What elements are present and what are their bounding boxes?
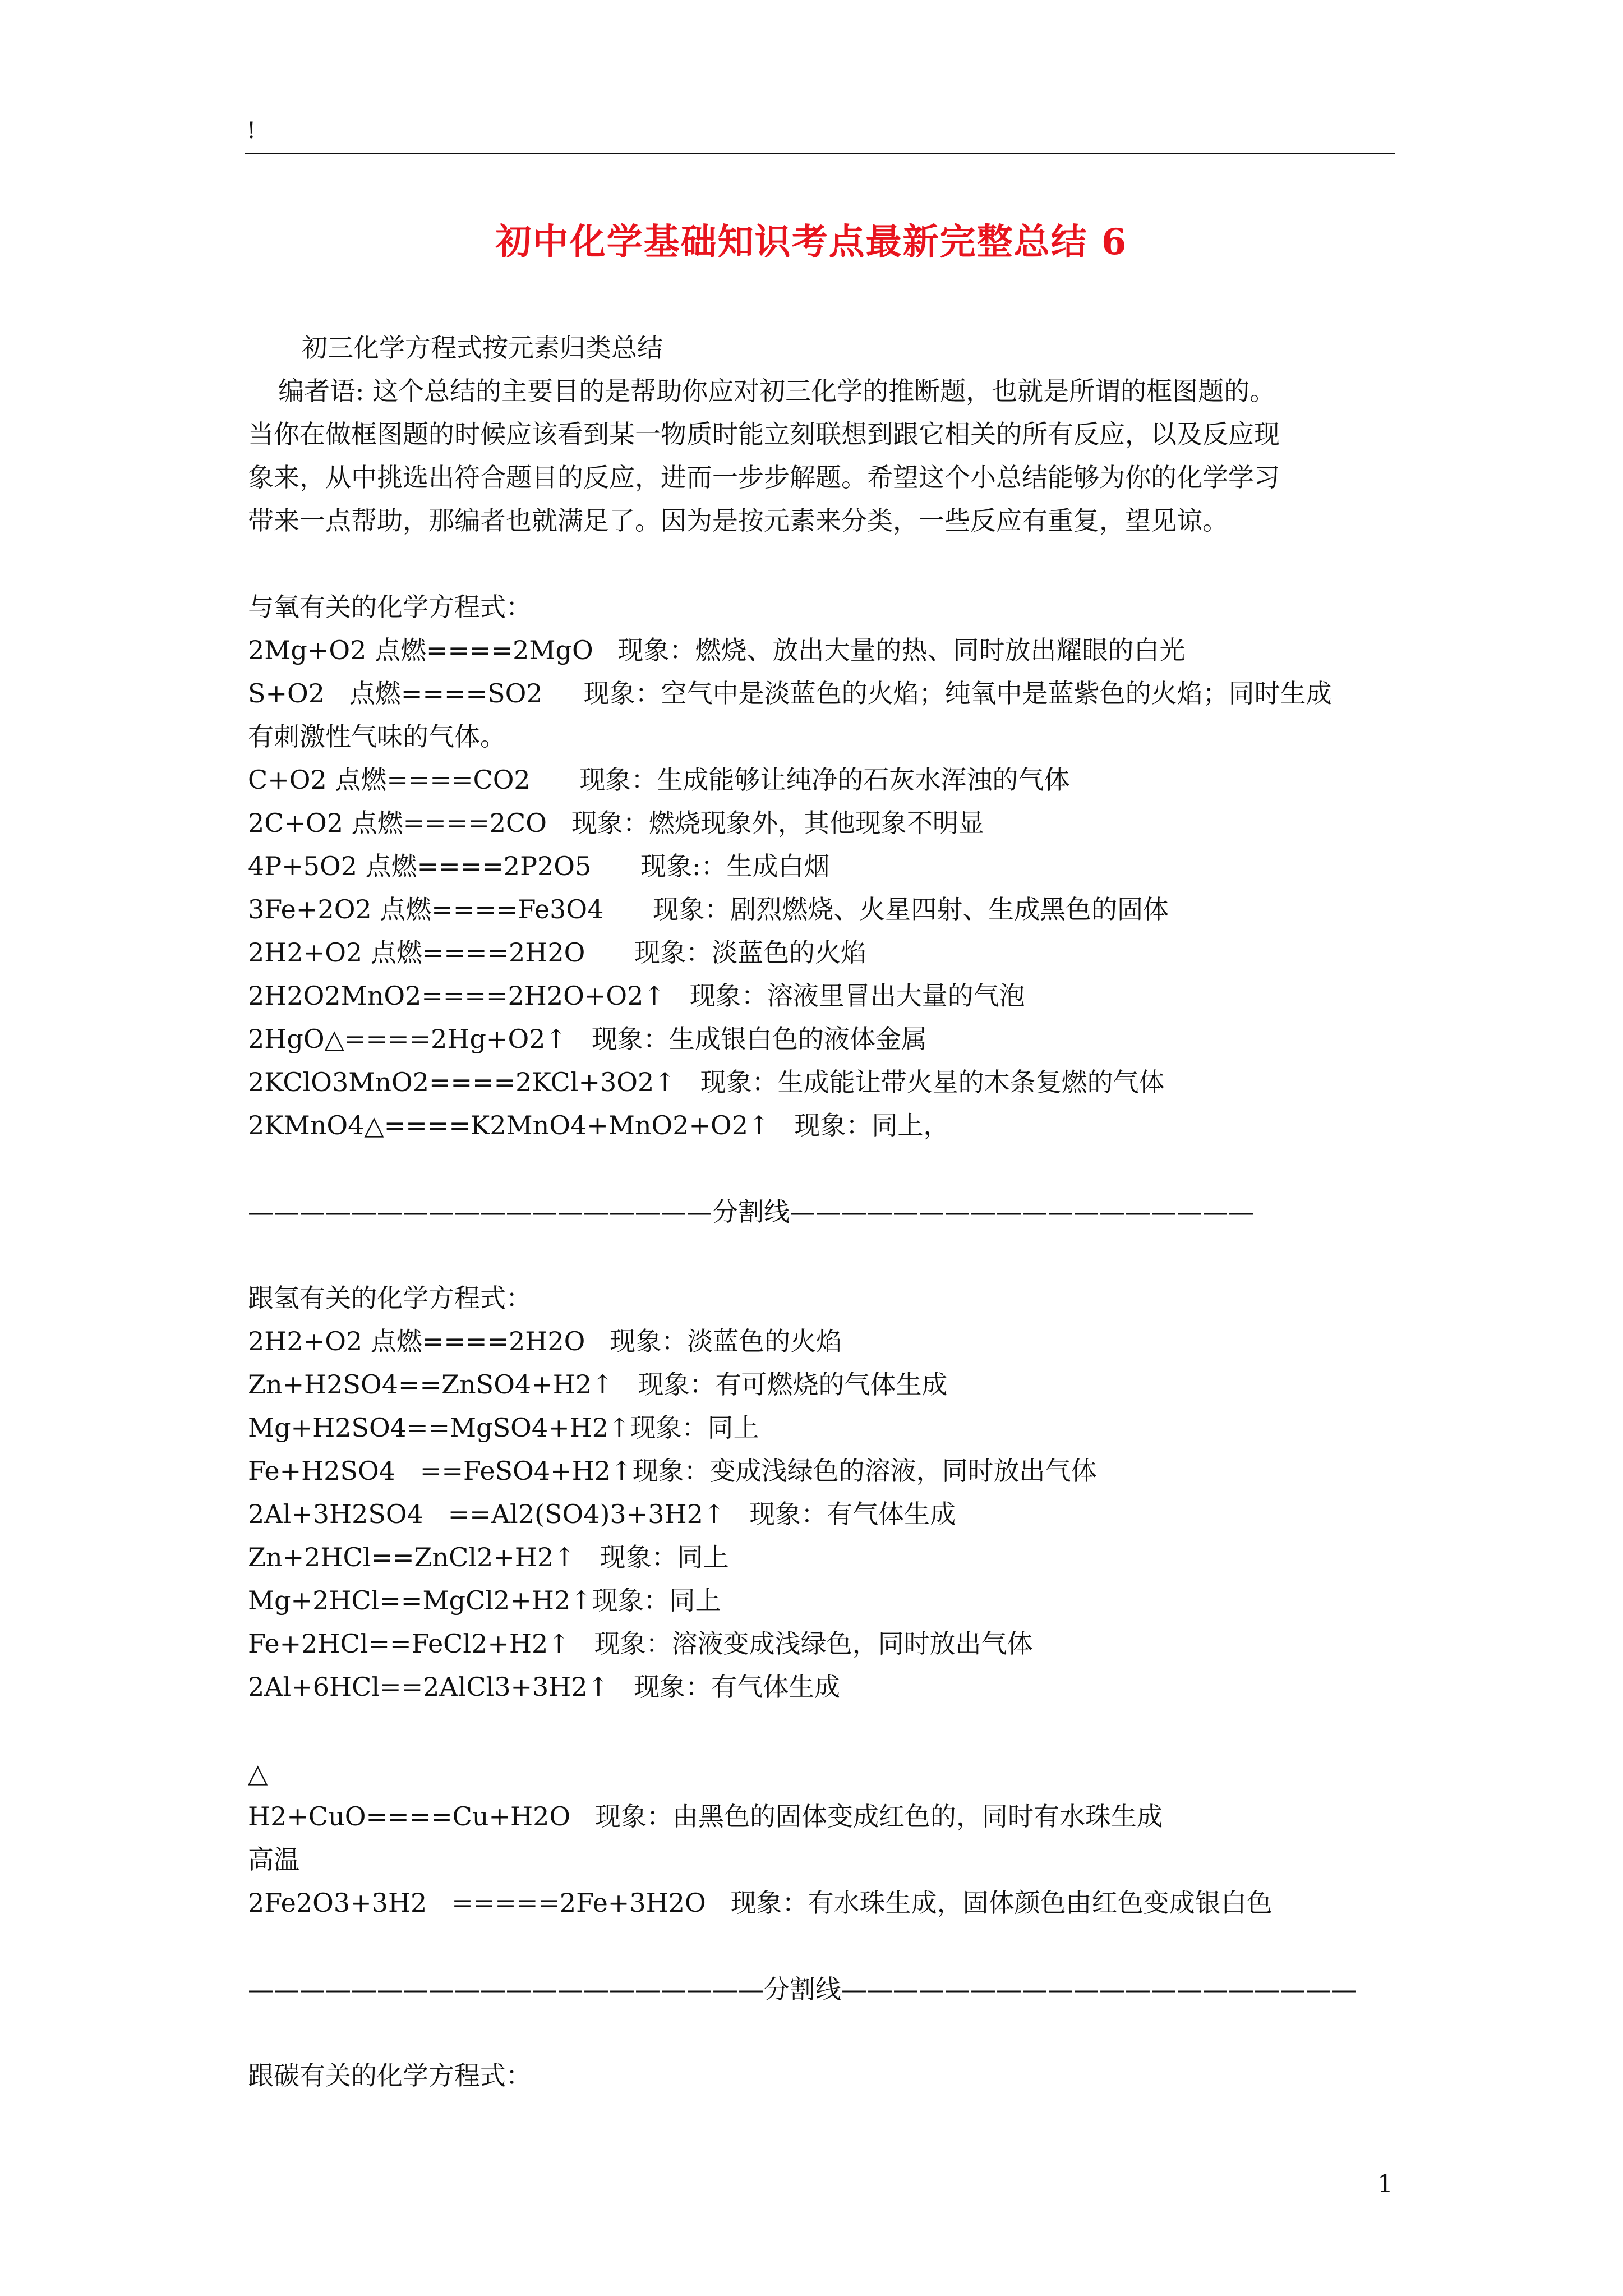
equation-line: Zn+2HCl==ZnCl2+H2↑ 现象：同上 bbox=[248, 1542, 729, 1572]
equation-line: C+O2 点燃====CO2 现象：生成能够让纯净的石灰水浑浊的气体 bbox=[248, 765, 1070, 795]
spacer bbox=[248, 1147, 1399, 1190]
intro-paragraph-line: 象来，从中挑选出符合题目的反应，进而一步步解题。希望这个小总结能够为你的化学学习 bbox=[248, 462, 1280, 493]
reaction-condition: △ bbox=[248, 1758, 268, 1788]
equation-line: 2Al+6HCl==2AlCl3+3H2↑ 现象：有气体生成 bbox=[248, 1672, 841, 1702]
document-body bbox=[248, 326, 1399, 2097]
equation-line: Zn+H2SO4==ZnSO4+H2↑ 现象：有可燃烧的气体生成 bbox=[248, 1369, 948, 1400]
equation-line: 2H2+O2 点燃====2H2O 现象：淡蓝色的火焰 bbox=[248, 1326, 842, 1356]
intro-heading: 初三化学方程式按元素归类总结 bbox=[302, 333, 663, 363]
intro-paragraph-line: 当你在做框图题的时候应该看到某一物质时能立刻联想到跟它相关的所有反应，以及反应现 bbox=[248, 419, 1280, 449]
section-heading-hydrogen: 跟氢有关的化学方程式： bbox=[248, 1283, 532, 1313]
equation-line: 3Fe+2O2 点燃====Fe3O4 现象：剧烈燃烧、火星四射、生成黑色的固体 bbox=[248, 894, 1169, 924]
intro-paragraph-line: 编者语: 这个总结的主要目的是帮助你应对初三化学的推断题，也就是所谓的框图题的。 bbox=[278, 376, 1276, 406]
equation-line: H2+CuO====Cu+H2O 现象：由黑色的固体变成红色的，同时有水珠生成 bbox=[248, 1801, 1163, 1832]
spacer bbox=[248, 542, 1399, 586]
equation-line: 4P+5O2 点燃====2P2O5 现象:：生成白烟 bbox=[248, 851, 830, 881]
spacer bbox=[248, 1925, 1399, 1968]
section-heading-carbon: 跟碳有关的化学方程式： bbox=[248, 2060, 532, 2091]
equation-line: Mg+2HCl==MgCl2+H2↑现象：同上 bbox=[248, 1585, 721, 1616]
equation-line: 2H2+O2 点燃====2H2O 现象：淡蓝色的火焰 bbox=[248, 937, 867, 968]
equation-line: 2KClO3MnO2====2KCl+3O2↑ 现象：生成能让带火星的木条复燃的气体 bbox=[248, 1067, 1165, 1097]
divider-line: ————————————————————分割线———————————————————— bbox=[248, 1974, 1357, 2004]
spacer bbox=[248, 1709, 1399, 1752]
equation-line: 有刺激性气味的气体。 bbox=[248, 721, 506, 752]
equation-line: 2Mg+O2 点燃====2MgO 现象：燃烧、放出大量的热、同时放出耀眼的白光 bbox=[248, 635, 1186, 665]
header-mark: ! bbox=[247, 118, 256, 144]
equation-line: 2H2O2MnO2====2H2O+O2↑ 现象：溶液里冒出大量的气泡 bbox=[248, 981, 1025, 1011]
equation-line: 2Al+3H2SO4 ==Al2(SO4)3+3H2↑ 现象：有气体生成 bbox=[248, 1499, 956, 1529]
equation-line: 2HgO△====2Hg+O2↑ 现象：生成银白色的液体金属 bbox=[248, 1024, 927, 1054]
equation-line: 2KMnO4△====K2MnO4+MnO2+O2↑ 现象：同上， bbox=[248, 1110, 949, 1140]
equation-line: 2C+O2 点燃====2CO 现象：燃烧现象外，其他现象不明显 bbox=[248, 808, 984, 838]
header-rule bbox=[245, 153, 1395, 154]
equation-line: S+O2 点燃====SO2 现象：空气中是淡蓝色的火焰；纯氧中是蓝紫色的火焰；同时生成 bbox=[248, 678, 1332, 708]
intro-paragraph-line: 带来一点帮助，那编者也就满足了。因为是按元素来分类，一些反应有重复，望见谅。 bbox=[248, 505, 1228, 536]
divider-line: ——————————————————分割线—————————————————— bbox=[248, 1197, 1254, 1227]
section-heading-oxygen: 与氧有关的化学方程式： bbox=[248, 592, 532, 622]
equation-line: 2Fe2O3+3H2 =====2Fe+3H2O 现象：有水珠生成，固体颜色由红色变成银白色 bbox=[248, 1888, 1272, 1918]
equation-line: Fe+2HCl==FeCl2+H2↑ 现象：溶液变成浅绿色，同时放出气体 bbox=[248, 1628, 1033, 1659]
equation-line: Mg+H2SO4==MgSO4+H2↑现象：同上 bbox=[248, 1412, 759, 1443]
page-number: 1 bbox=[1377, 2170, 1393, 2198]
equation-line: Fe+H2SO4 ==FeSO4+H2↑现象：变成浅绿色的溶液，同时放出气体 bbox=[248, 1456, 1097, 1486]
reaction-condition: 高温 bbox=[248, 1844, 299, 1875]
spacer bbox=[248, 1234, 1399, 1277]
document-title: 初中化学基础知识考点最新完整总结 6 bbox=[495, 221, 1128, 263]
spacer bbox=[248, 2011, 1399, 2054]
